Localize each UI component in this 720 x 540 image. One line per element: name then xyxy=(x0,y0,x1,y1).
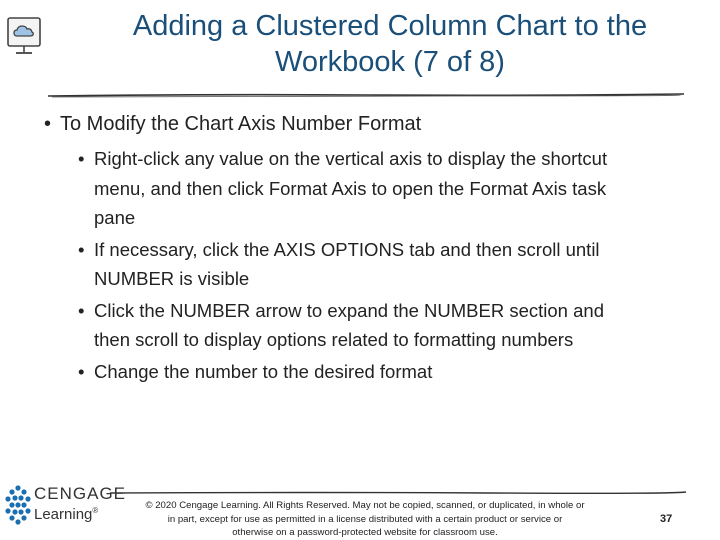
sub-bullet-line: pane xyxy=(94,207,136,228)
sub-bullet xyxy=(60,357,694,387)
logo-wordmark: CENGAGE xyxy=(34,484,127,503)
logo-subword xyxy=(34,506,98,523)
main-bullet xyxy=(44,110,694,138)
title-underline xyxy=(46,82,686,102)
sub-bullet-line: Change the number to the desired format xyxy=(94,360,433,382)
main-bullet-text: To Modify the Chart Axis Number Format xyxy=(60,113,422,135)
cengage-dots-logo xyxy=(4,482,32,528)
title-line-2: Workbook (7 of 8) xyxy=(275,46,505,78)
footer-rule xyxy=(108,488,688,498)
sub-bullet-line: If necessary, click the AXIS OPTIONS tab and then scroll until xyxy=(94,238,600,260)
cloud-monitor-icon xyxy=(6,14,42,60)
title-line-1: Adding a Clustered Column Chart to the xyxy=(132,10,648,42)
sub-bullet-line: menu, and then click Format Axis to open the Format Axis task xyxy=(94,177,607,199)
copyright-notice xyxy=(110,499,620,540)
copyright-line: otherwise on a password-protected website for classroom use. xyxy=(232,527,498,538)
sub-bullet-line: NUMBER is visible xyxy=(94,268,250,289)
sub-bullet xyxy=(60,296,694,355)
bullet-marker: • xyxy=(78,148,85,169)
bullet-marker: • xyxy=(78,360,85,382)
copyright-line: in part, except for use as permitted in a license distributed with a certain product or service or xyxy=(167,513,563,525)
slide-title xyxy=(70,8,710,80)
sub-bullet-line: Click the NUMBER arrow to expand the NUMBER section and xyxy=(94,299,604,321)
sub-bullet-line: then scroll to display options related to formatting numbers xyxy=(94,329,574,350)
bullet-marker: • xyxy=(78,238,85,260)
sub-bullet xyxy=(60,235,694,294)
cengage-logo xyxy=(4,482,127,532)
bullet-marker: • xyxy=(78,299,85,321)
logo-learning-text: Learning xyxy=(34,506,93,523)
page-number: 37 xyxy=(660,513,673,525)
copyright-line: © 2020 Cengage Learning. All Rights Reserved. May not be copied, scanned, or duplicated, in whole or xyxy=(145,500,585,511)
sub-bullet-line: Right-click any value on the vertical axis to display the shortcut xyxy=(94,148,608,169)
bullet-marker: • xyxy=(44,113,52,135)
slide-body xyxy=(44,110,694,388)
sub-bullet xyxy=(60,144,694,233)
logo-registered-mark: ® xyxy=(92,506,99,515)
